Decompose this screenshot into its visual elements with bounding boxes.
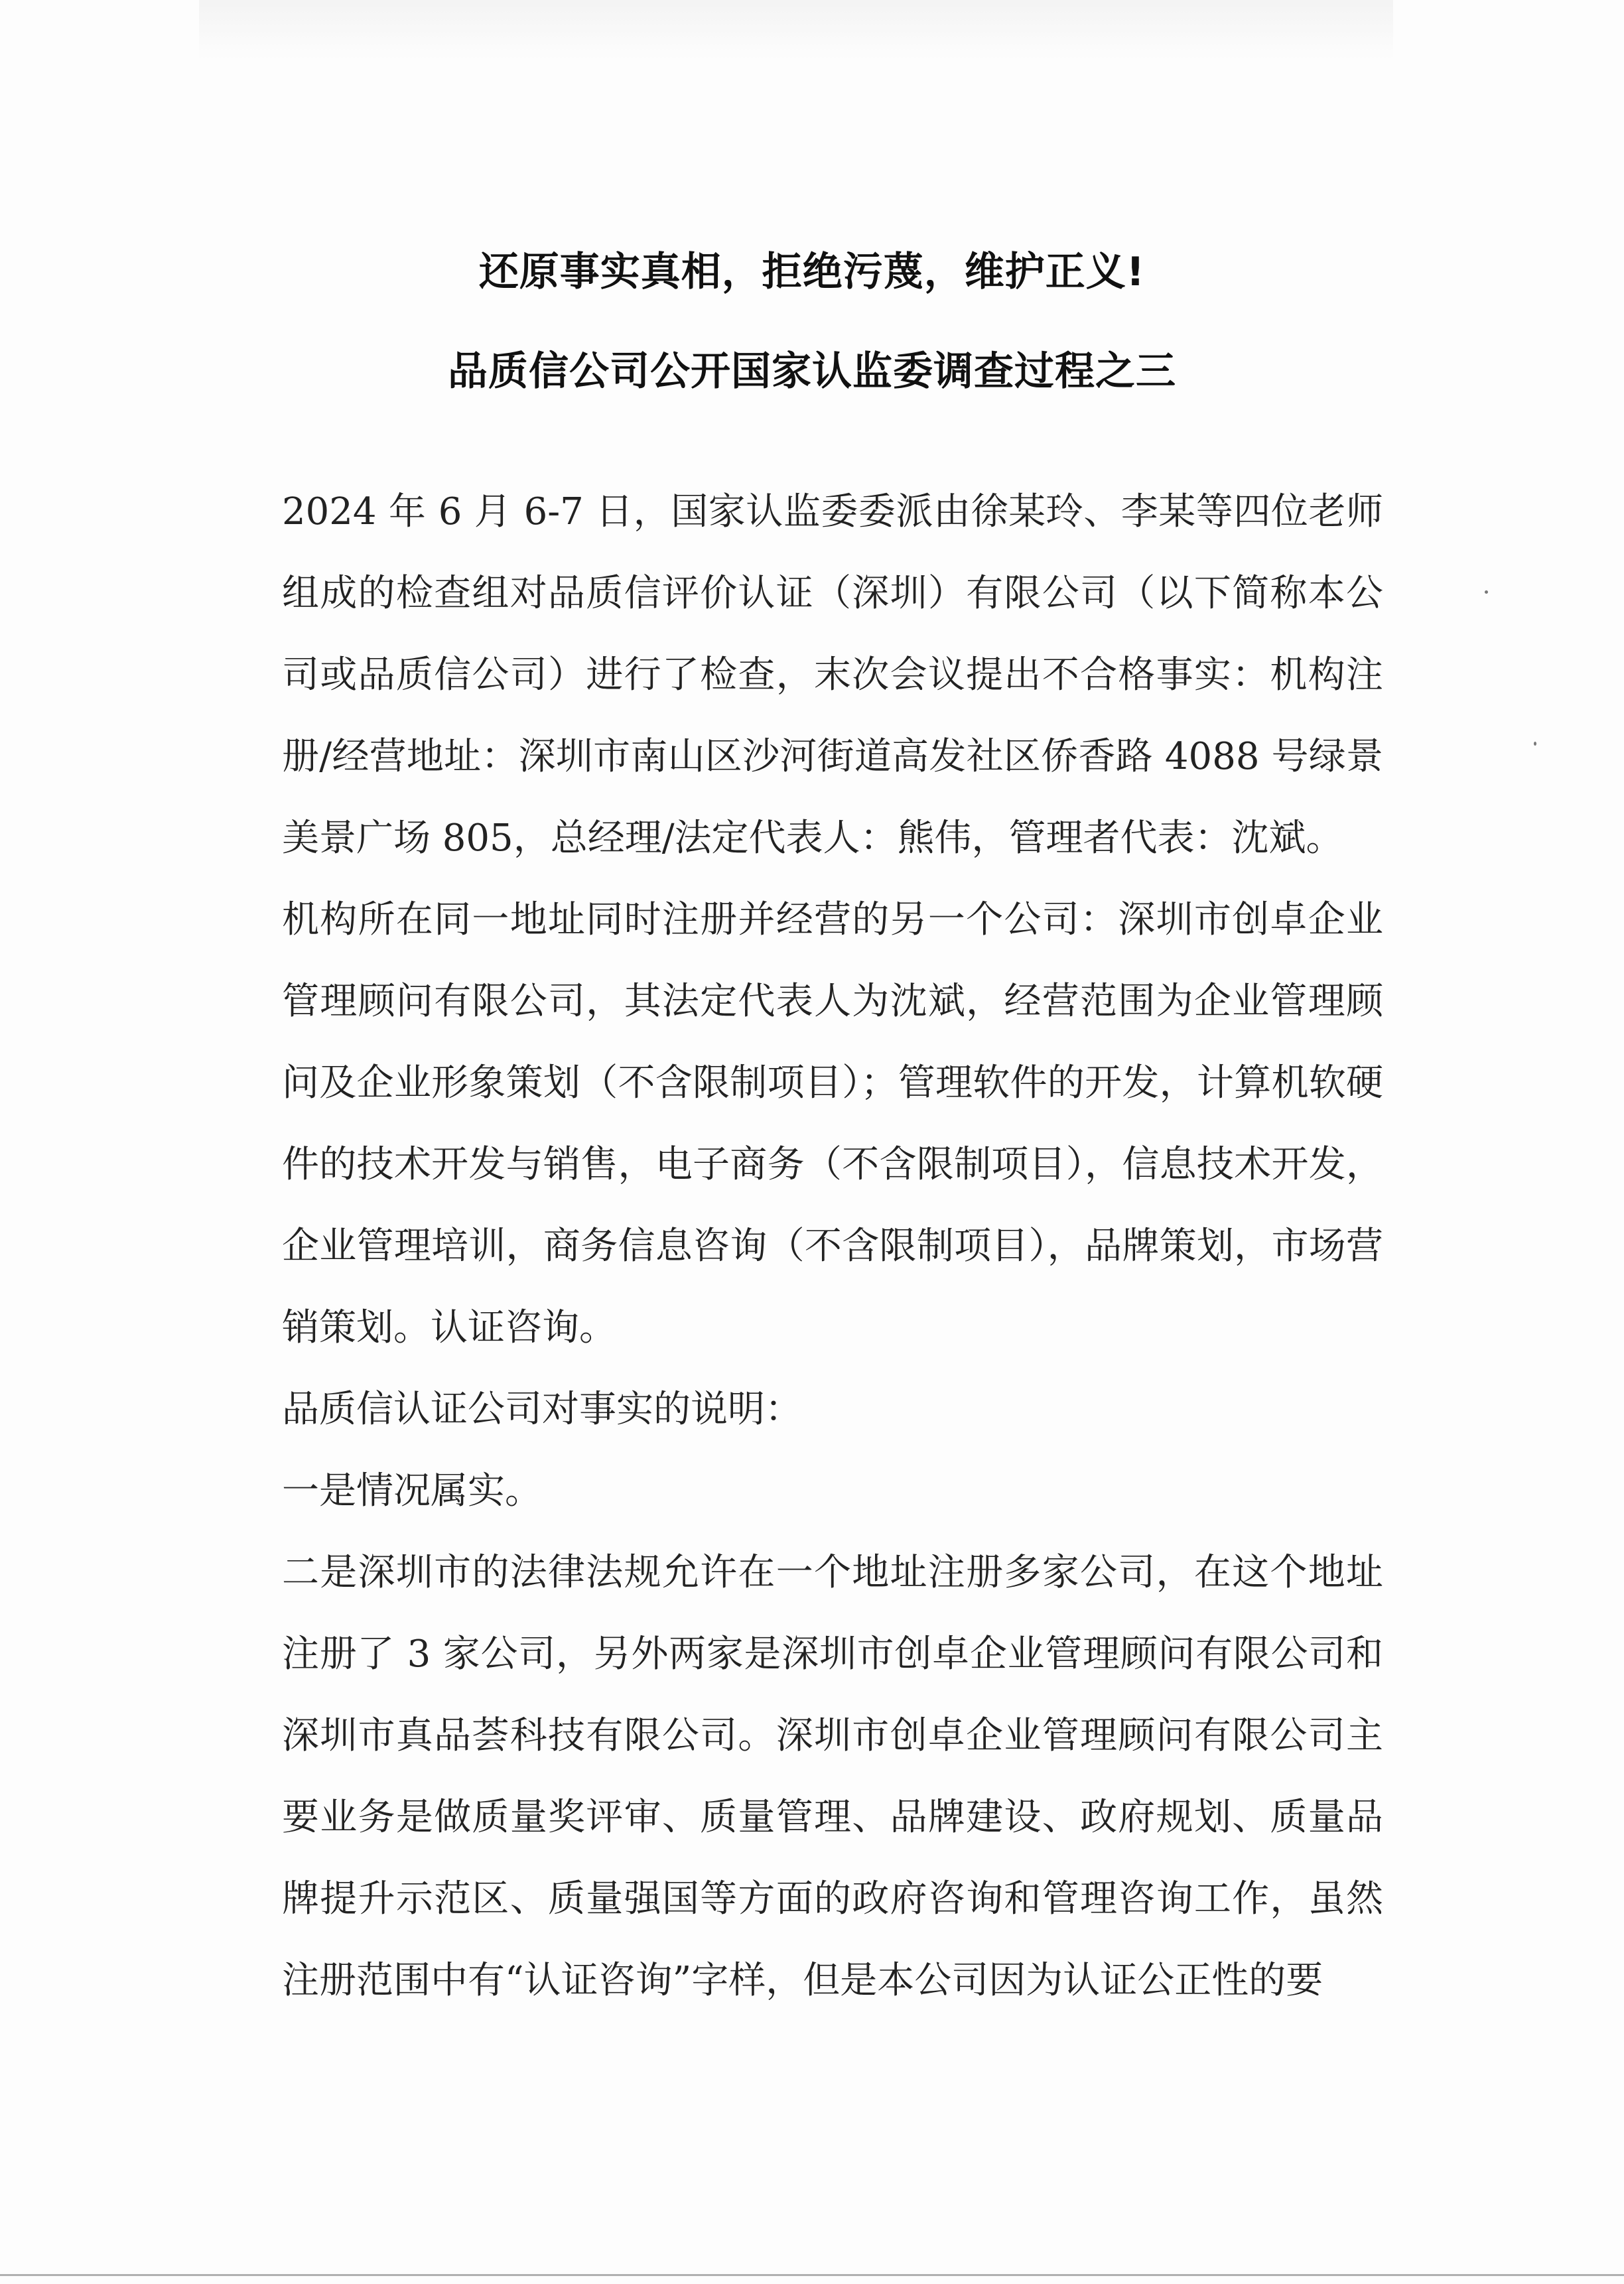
title-line-1: 还原事实真相，拒绝污蔑，维护正义! [478, 249, 1146, 295]
paragraph-other-company: 机构所在同一地址同时注册并经营的另一个公司：深圳市创卓企业管理顾问有限公司，其法定代表人为沈斌，经营范围为企业管理顾问及企业形象策划（不含限制项目）；管理软件的开发，计算机软硬件的技术开发与销售，电子商务（不含限制项目），信息技术开发，企业管理培训，商务信息咨询（不含限制项目），品牌策划，市场营销策划。认证咨询。 [282, 898, 1383, 1349]
document-body [282, 471, 1383, 2021]
scan-bleed-through [199, 0, 1393, 60]
scan-speck [1485, 590, 1488, 594]
paragraph-point-one: 一是情况属实。 [282, 1469, 542, 1512]
title-line-2: 品质信公司公开国家认监委调查过程之三 [448, 348, 1176, 395]
scan-edge-line [0, 2274, 1624, 2276]
paragraph-point-two: 二是深圳市的法律法规允许在一个地址注册多家公司，在这个地址注册了 3 家公司，另外两家是深圳市创卓企业管理顾问有限公司和深圳市真品荟科技有限公司。深圳市创卓企业管理顾问有限公司主要业务是做质量奖评审、质量管理、品牌建设、政府规划、质量品牌提升示范区、质量强国等方面的政府咨询和管理咨询工作，虽然注册范围中有“认证咨询”字样，但是本公司因为认证公正性的要 [282, 1551, 1383, 2002]
paragraph-explanation-heading: 品质信认证公司对事实的说明： [282, 1388, 802, 1431]
scan-speck [1534, 742, 1536, 746]
document-title [0, 222, 1624, 421]
paragraph-inspection: 2024 年 6 月 6-7 日，国家认监委委派由徐某玲、李某等四位老师组成的检查组对品质信评价认证（深圳）有限公司（以下简称本公司或品质信公司）进行了检查，末次会议提出不合格事实：机构注册/经营地址：深圳市南山区沙河街道高发社区侨香路 4088 号绿景美景广场 805，总经理/法定代表人：熊伟，管理者代表：沈斌。 [282, 490, 1383, 860]
